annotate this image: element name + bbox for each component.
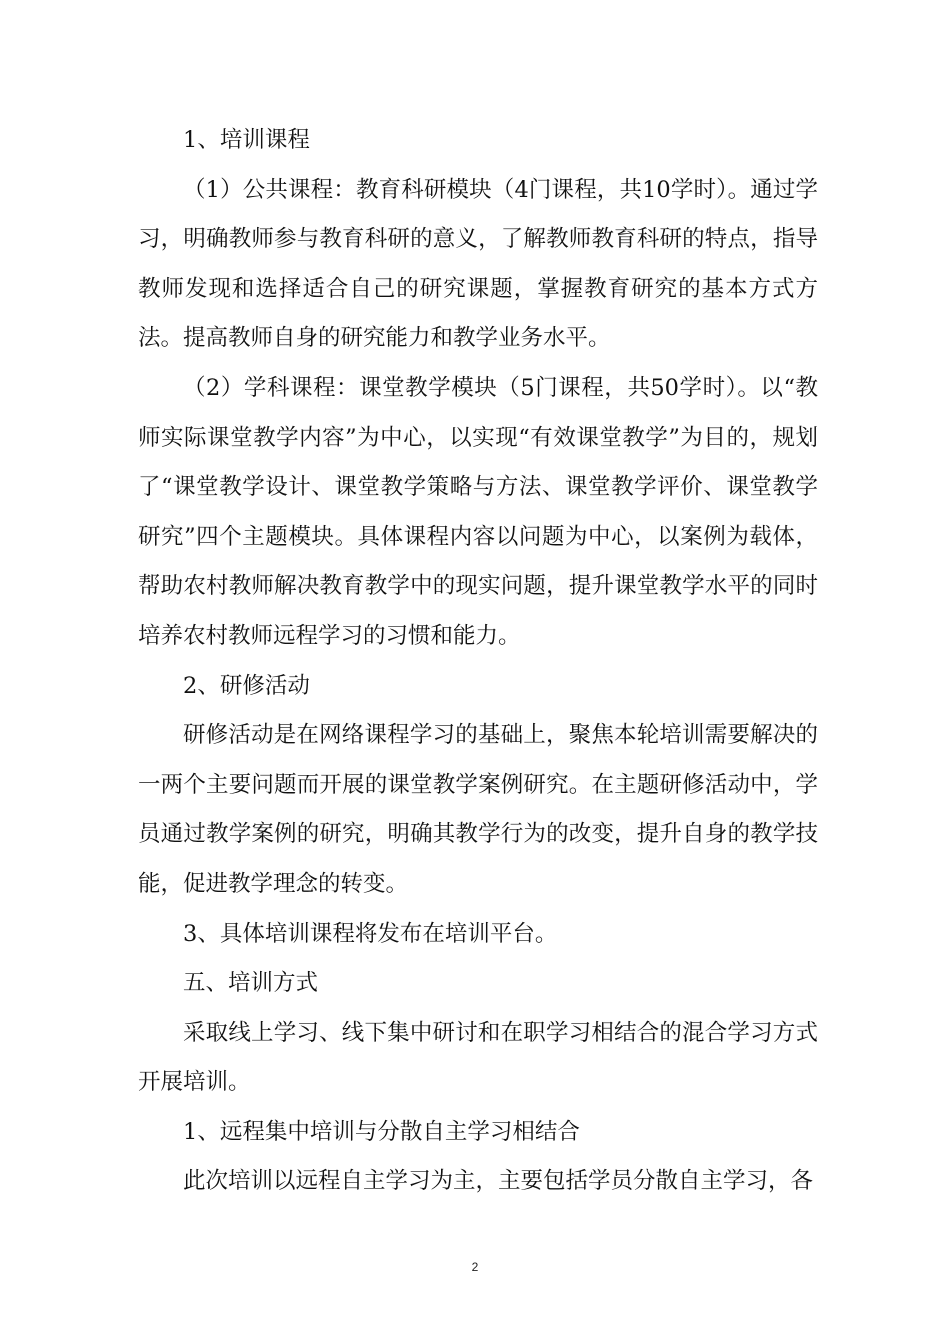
heading-training-courses: 1、培训课程 xyxy=(183,127,310,153)
heading-remote-training: 1、远程集中培训与分散自主学习相结合 xyxy=(183,1118,580,1145)
paragraph-blended-learning: 采取线上学习、线下集中研讨和在职学习相结合的混合学习方式开展培训。 xyxy=(138,1019,818,1096)
page-number: 2 xyxy=(471,1260,479,1274)
paragraph-remote-training: 此次培训以远程自主学习为主，主要包括学员分散自主学习，各 xyxy=(183,1168,814,1195)
paragraph-public-course: （1）公共课程：教育科研模块（4门课程，共10学时）。通过学习，明确教师参与教育科研的意义，了解教师教育科研的特点，指导教师发现和选择适合自己的研究课题，掌握教育研究的基本方式方法。提高教师自身的研究能力和教学业务水平。 xyxy=(138,176,818,352)
document-body xyxy=(138,116,818,1207)
heading-training-methods: 五、培训方式 xyxy=(183,970,319,997)
paragraph-subject-course: （2）学科课程：课堂教学模块（5门课程，共50学时）。以“教师实际课堂教学内容”为中心，以实现“有效课堂教学”为目的，规划了“课堂教学设计、课堂教学策略与方法、课堂教学评价、课堂教学研究”四个主题模块。具体课程内容以问题为中心，以案例为载体，帮助农村教师解决教育教学中的现实问题，提升课堂教学水平的同时培养农村教师远程学习的习惯和能力。 xyxy=(138,374,818,649)
paragraph-platform-notice: 3、具体培训课程将发布在培训平台。 xyxy=(183,920,558,947)
paragraph-research-activities: 研修活动是在网络课程学习的基础上，聚焦本轮培训需要解决的一两个主要问题而开展的课堂教学案例研究。在主题研修活动中，学员通过教学案例的研究，明确其教学行为的改变，提升自身的教学技能，促进教学理念的转变。 xyxy=(138,722,818,897)
heading-research-activities: 2、研修活动 xyxy=(183,672,310,699)
